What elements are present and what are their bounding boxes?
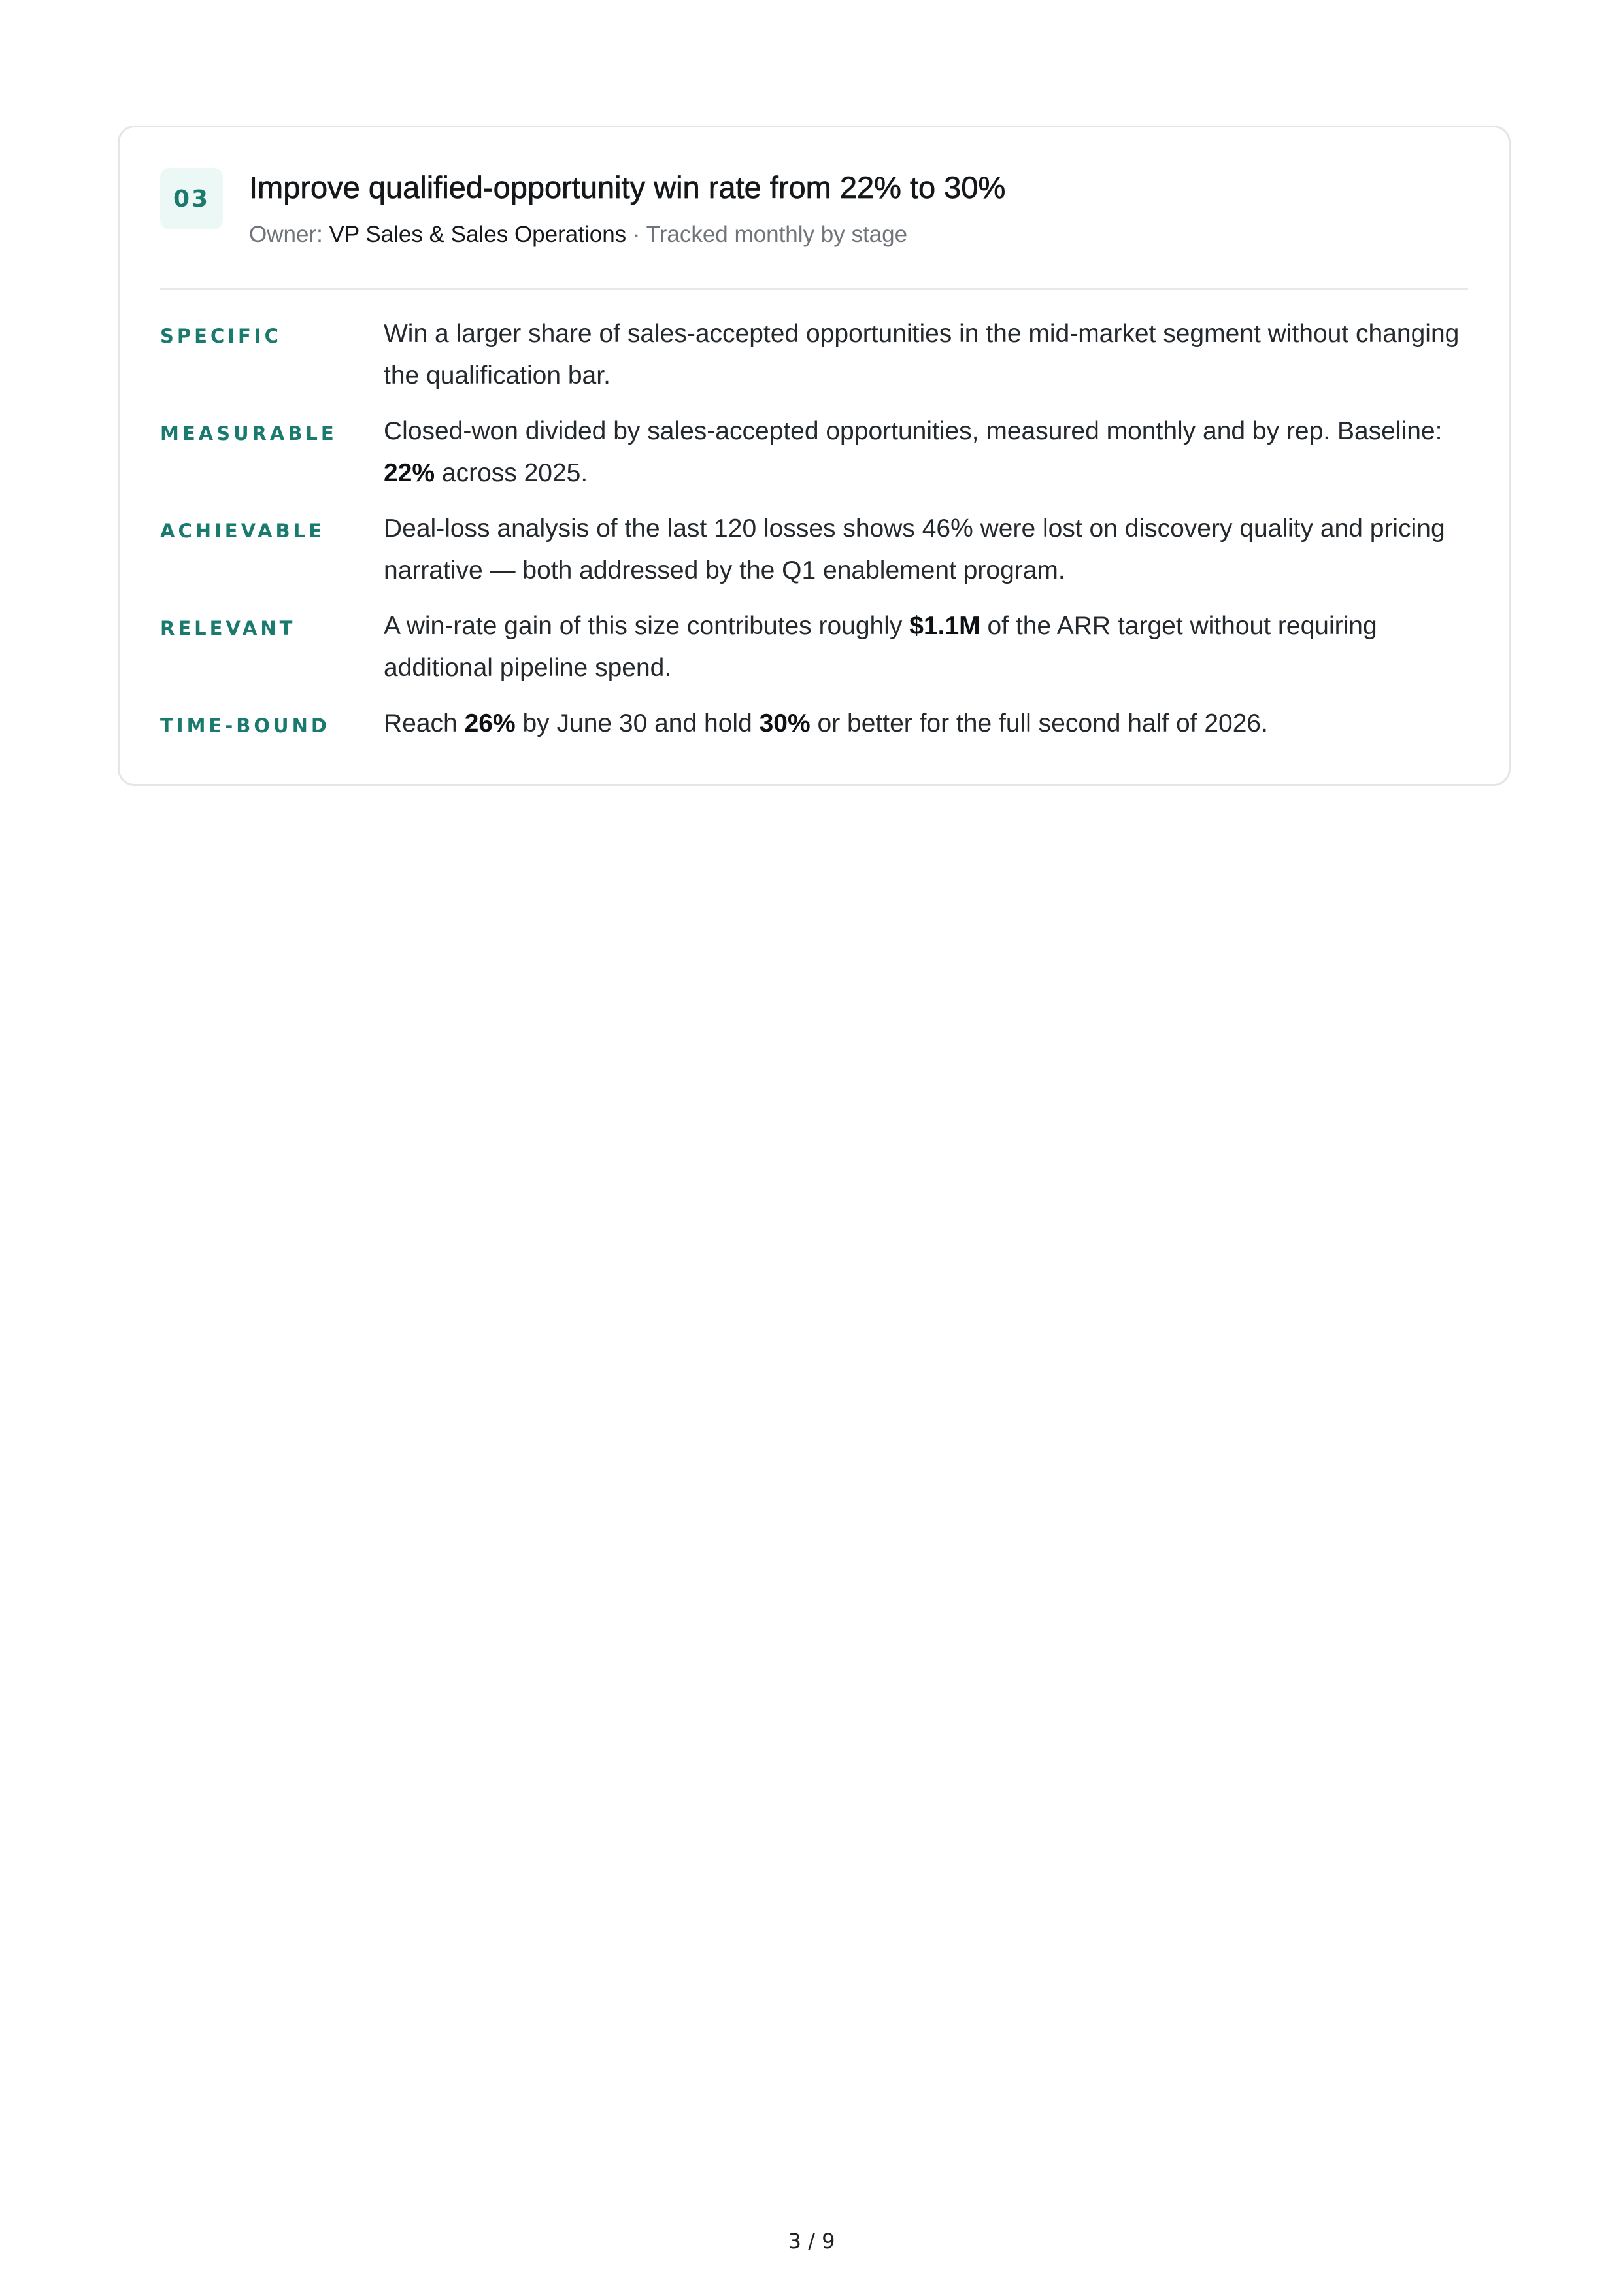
midyear-target-value: 26% <box>464 709 516 737</box>
smart-row-specific <box>160 313 1472 397</box>
page-number: 3 / 9 <box>788 2229 835 2254</box>
criterion-text: Deal-loss analysis of the last 120 losses shows 46% were lost on discovery quality and pricing narrative — both addressed by the Q1 enablement program. <box>384 515 1445 584</box>
criterion-label: RELEVANT <box>160 617 296 639</box>
baseline-value: 22% <box>384 459 435 487</box>
owner-name: VP Sales & Sales Operations <box>329 222 627 247</box>
tracking-note: · Tracked monthly by stage <box>632 222 908 247</box>
arr-contribution-value: $1.1M <box>909 612 980 640</box>
criterion-label: TIME-BOUND <box>160 715 330 737</box>
smart-row-measurable <box>160 411 1472 494</box>
smart-row-achievable <box>160 508 1472 592</box>
objective-title: Improve qualified-opportunity win rate from 22% to 30% <box>249 170 1006 205</box>
criterion-text: A win-rate gain of this size contributes roughly $1.1M of the ARR target without requiring additional pipeline spend. <box>384 612 1377 682</box>
smart-row-time-bound <box>160 703 1472 745</box>
criterion-text: Win a larger share of sales-accepted opportunities in the mid-market segment without changing the qualification bar. <box>384 320 1460 390</box>
criterion-label: ACHIEVABLE <box>160 520 325 542</box>
objective-meta <box>249 222 907 248</box>
criterion-label: MEASURABLE <box>160 422 337 445</box>
criterion-text: Reach 26% by June 30 and hold 30% or better for the full second half of 2026. <box>384 709 1268 737</box>
header-divider <box>160 288 1468 290</box>
criterion-text: Closed-won divided by sales-accepted opportunities, measured monthly and by rep. Baseline: 22% across 2025. <box>384 417 1443 487</box>
smart-row-relevant <box>160 605 1472 689</box>
objective-card <box>118 126 1511 786</box>
objective-number-badge: 03 <box>160 168 223 229</box>
smart-criteria-list <box>160 313 1472 758</box>
final-target-value: 30% <box>759 709 811 737</box>
criterion-label: SPECIFIC <box>160 325 282 347</box>
owner-label: Owner: <box>249 222 323 247</box>
